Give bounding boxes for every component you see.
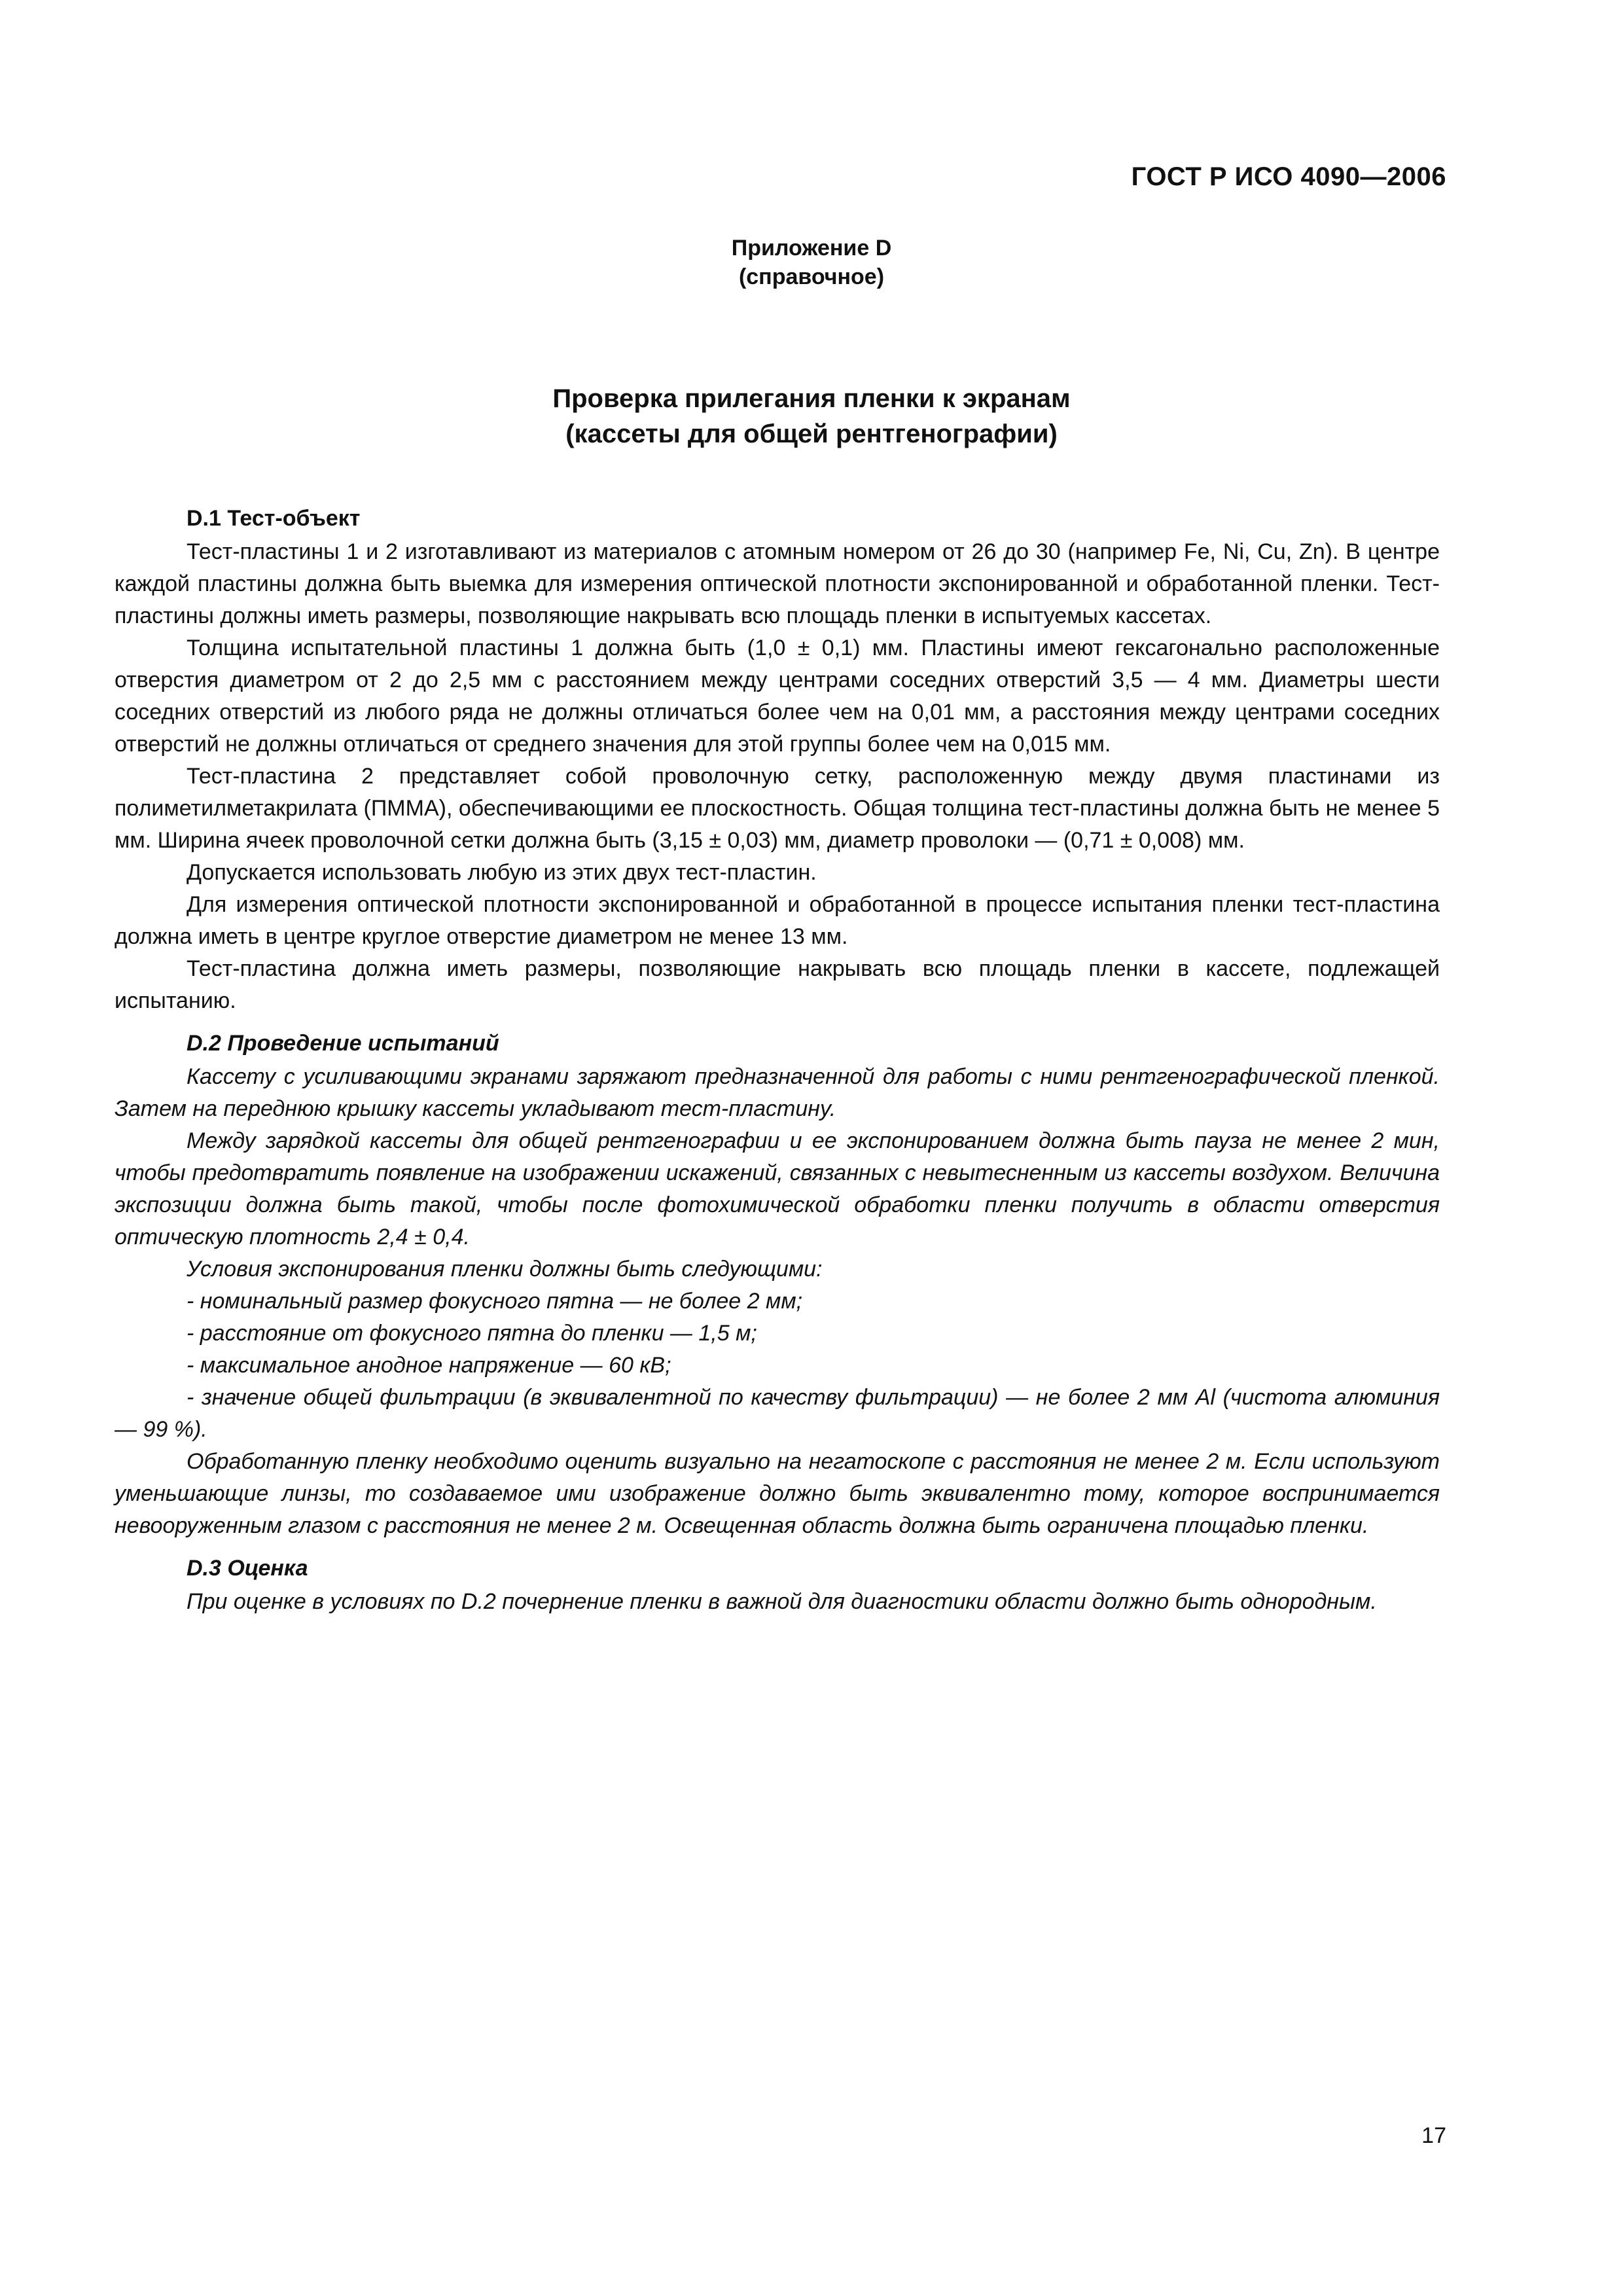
document-code: ГОСТ Р ИСО 4090—2006 — [1131, 162, 1446, 191]
main-title-line-2: (кассеты для общей рентгенографии) — [565, 420, 1058, 448]
section-heading: D.3 Оценка — [187, 1556, 308, 1581]
paragraph: Тест-пластины 1 и 2 изготавливают из материалов с атомным номером от 26 до 30 (например Fe, Ni, Cu, Zn). В центре каждой пластины должна быть выемка для измерения оптической плотности экспонированной и обработанной пленки. Тест-пластины должны иметь размеры, позволяющие накрывать всю площадь пленки в испытуемых кассетах. — [115, 539, 1440, 628]
paragraph: Между зарядкой кассеты для общей рентгенографии и ее экспонированием должна быть пауза не менее 2 мин, чтобы предотвратить появление на изображении искажений, связанных с невытесненным из кассеты воздухом. Величина экспозиции должна быть такой, чтобы после фотохимической обработки пленки получить в области отверстия оптическую плотность 2,4 ± 0,4. — [115, 1128, 1440, 1249]
paragraph: Тест-пластина 2 представляет собой проволочную сетку, расположенную между двумя пластинами из полиметилметакрилата (ПММА), обеспечивающими ее плоскостность. Общая толщина тест-пластины должна быть не менее 5 мм. Ширина ячеек проволочной сетки должна быть (3,15 ± 0,03) мм, диаметр проволоки — (0,71 ± 0,008) мм. — [115, 764, 1440, 853]
list-item: - значение общей фильтрации (в эквивалентной по качеству фильтрации) — не более 2 мм Al (чистота алюминия — 99 %). — [115, 1385, 1440, 1442]
section-d1 — [115, 503, 1440, 1017]
section-d3 — [115, 1552, 1440, 1618]
paragraph: Тест-пластина должна иметь размеры, позволяющие накрывать всю площадь пленки в кассете, подлежащей испытанию. — [115, 956, 1440, 1013]
paragraph: При оценке в условиях по D.2 почернение пленки в важной для диагностики области должно быть однородным. — [187, 1589, 1377, 1614]
paragraph: Допускается использовать любую из этих двух тест-пластин. — [187, 860, 817, 885]
annex-title: Приложение D — [731, 236, 892, 260]
list-item: - максимальное анодное напряжение — 60 кВ; — [187, 1353, 671, 1378]
main-title-line-1: Проверка прилегания пленки к экранам — [552, 384, 1071, 413]
paragraph: Кассету с усиливающими экранами заряжают предназначенной для работы с ними рентгенографической пленкой. Затем на переднюю крышку кассеты укладывают тест-пластину. — [115, 1064, 1440, 1121]
section-d2 — [115, 1028, 1440, 1542]
section-heading: D.2 Проведение испытаний — [187, 1031, 499, 1056]
list-item: - номинальный размер фокусного пятна — не более 2 мм; — [187, 1289, 803, 1314]
main-title — [0, 381, 1623, 452]
paragraph: Условия экспонирования пленки должны быть следующими: — [187, 1257, 823, 1282]
paragraph: Обработанную пленку необходимо оценить визуально на негатоскопе с расстояния не менее 2 м. Если используют уменьшающие линзы, то создаваемое ими изображение должно быть эквивалентно тому, которое воспринимается невооруженным глазом с расстояния не менее 2 м. Освещенная область должна быть ограничена площадью пленки. — [115, 1449, 1440, 1538]
paragraph: Толщина испытательной пластины 1 должна быть (1,0 ± 0,1) мм. Пластины имеют гексагонально расположенные отверстия диаметром от 2 до 2,5 мм с расстоянием между центрами соседних отверстий 3,5 — 4 мм. Диаметры шести соседних отверстий из любого ряда не должны отличаться более чем на 0,01 мм, а расстояния между центрами соседних отверстий не должны отличаться от среднего значения для этой группы более чем на 0,015 мм. — [115, 636, 1440, 757]
annex-type: (справочное) — [738, 264, 885, 289]
paragraph: Для измерения оптической плотности экспонированной и обработанной в процессе испытания пленки тест-пластина должна иметь в центре круглое отверстие диаметром не менее 13 мм. — [115, 892, 1440, 949]
document-body — [115, 503, 1440, 1618]
page-number: 17 — [1421, 2123, 1446, 2148]
list-item: - расстояние от фокусного пятна до пленки — 1,5 м; — [187, 1321, 757, 1346]
section-heading: D.1 Тест-объект — [187, 506, 361, 531]
